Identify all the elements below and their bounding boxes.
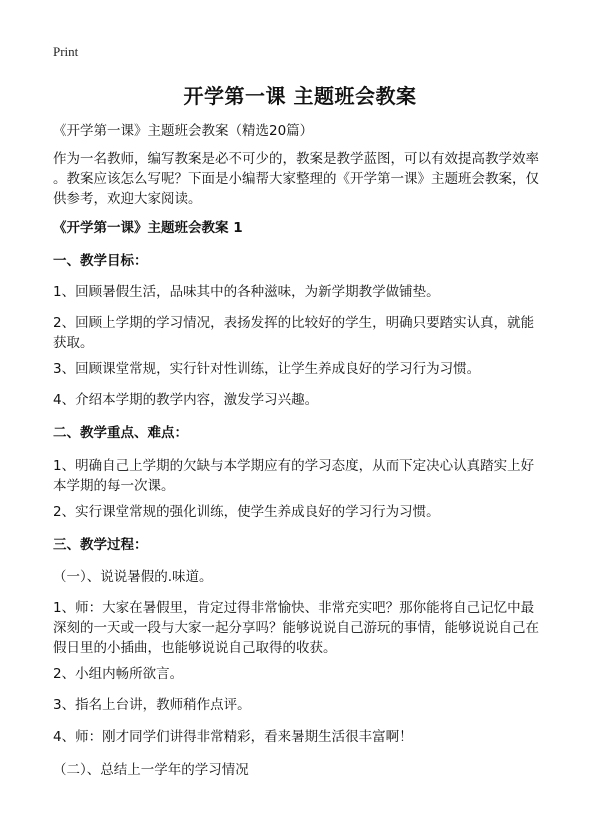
key-point-item-line: 本学期的每一次课。 <box>53 478 175 494</box>
goal-item <box>53 390 553 410</box>
process-item <box>53 695 553 715</box>
process-item-line: 1、师：大家在暑假里，肯定过得非常愉快、非常充实吧？那你能将自己记忆中最 <box>53 600 535 616</box>
key-points-heading: 二、教学重点、难点： <box>53 425 188 441</box>
goal-item-line: 1、回顾暑假生活，品味其中的各种滋味，为新学期教学做铺垫。 <box>53 284 440 300</box>
process-item-line: 深刻的一天或一段与大家一起分享吗？能够说说自己游玩的事情，能够说说自己在 <box>53 620 539 636</box>
goal-item-line: 2、回顾上学期的学习情况，表扬发挥的比较好的学生，明确只要踏实认真，就能 <box>53 315 535 331</box>
goal-item-line: 4、介绍本学期的教学内容，激发学习兴趣。 <box>53 392 319 408</box>
process-item-line: 3、指名上台讲，教师稍作点评。 <box>53 697 251 713</box>
document-subtitle: 《开学第一课》主题班会教案（精选20篇） <box>53 123 314 139</box>
key-point-item <box>53 456 553 496</box>
goal-item <box>53 359 553 379</box>
intro-line: 。教案应该怎么写呢？下面是小编帮大家整理的《开学第一课》主题班会教案，仅 <box>53 171 539 187</box>
section-heading: 《开学第一课》主题班会教案 1 <box>53 220 243 236</box>
process-item-line: 4、师：刚才同学们讲得非常精彩，看来暑期生活很丰富啊！ <box>53 729 413 745</box>
process-item <box>53 598 553 658</box>
process-item <box>53 727 553 747</box>
process-heading: 三、教学过程： <box>53 537 148 553</box>
key-point-item-line: 2、实行课堂常规的强化训练，使学生养成良好的学习行为习惯。 <box>53 504 440 520</box>
intro-line: 作为一名教师，编写教案是必不可少的，教案是教学蓝图，可以有效提高教学效率 <box>53 151 539 167</box>
process-item <box>53 664 553 684</box>
process-part1-title: （一）、说说暑假的.味道。 <box>53 569 213 585</box>
key-point-item <box>53 502 553 522</box>
goal-item <box>53 282 553 302</box>
key-point-item-line: 1、明确自己上学期的欠缺与本学期应有的学习态度，从而下定决心认真踏实上好 <box>53 458 535 474</box>
goals-heading: 一、教学目标： <box>53 253 148 269</box>
document-title: 开学第一课 主题班会教案 <box>183 84 417 108</box>
intro-line: 供参考，欢迎大家阅读。 <box>53 191 202 207</box>
intro-paragraph <box>53 149 553 209</box>
process-part2-title: （二）、总结上一学年的学习情况 <box>53 762 249 778</box>
process-item-line: 2、小组内畅所欲言。 <box>53 666 184 682</box>
goal-item-line: 获取。 <box>53 335 94 351</box>
goal-item-line: 3、回顾课堂常规，实行针对性训练，让学生养成良好的学习行为习惯。 <box>53 361 481 377</box>
print-link[interactable]: Print <box>53 44 79 59</box>
process-item-line: 假日里的小插曲，也能够说说自己取得的收获。 <box>53 640 337 656</box>
goal-item <box>53 313 553 353</box>
